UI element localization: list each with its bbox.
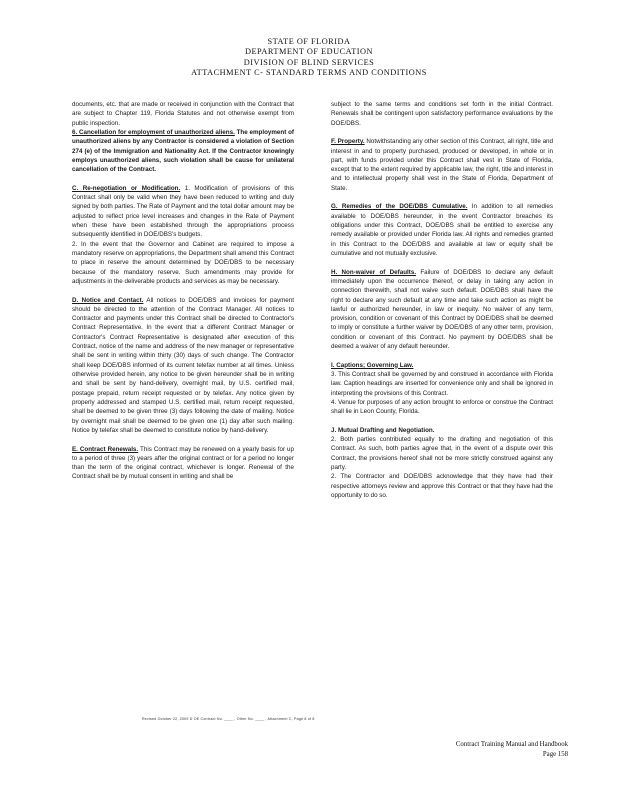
- section-e-heading: E. Contract Renewals.: [72, 445, 139, 453]
- section-e-renewals: [72, 445, 294, 482]
- section-d-notice: [72, 296, 294, 436]
- records-paragraph: documents, etc. that are made or received in conjunction with the Contract that are subject to Chapter 119, Florida Statutes and not otherwise exempt from public inspection.: [72, 101, 294, 127]
- section-6-body: The employment of unauthorized aliens by any Contractor is considered a violation of Section 274 (e) of the Immigration and Nationality Act. If the Contractor knowingly employs unauthorized aliens, such violation shall be cause for unilateral cancellation of the Contract.: [72, 128, 294, 174]
- section-i-heading-text: I. Captions; Governing Law.: [331, 361, 414, 369]
- section-h-nonwaiver: [331, 268, 553, 352]
- section-c-renegotiation: [72, 184, 294, 240]
- section-i-body-1: 3. This Contract shall be governed by and construed in accordance with Florida law. Caption headings are inserted for convenience only and shall be ignored in interpreting the provisions of this Contract.: [331, 371, 553, 397]
- header-department: DEPARTMENT OF EDUCATION: [244, 47, 374, 57]
- section-6-cancellation: [72, 128, 294, 175]
- header-attachment-title: ATTACHMENT C- STANDARD TERMS AND CONDITIONS: [191, 67, 427, 77]
- section-c-heading: C. Re-negotiation or Modification.: [72, 184, 181, 192]
- page-number: Page 158: [542, 751, 568, 758]
- section-j-heading: [331, 426, 553, 435]
- section-g-remedies: [331, 202, 553, 258]
- section-i-heading: [331, 361, 553, 370]
- section-d-body: All notices to DOE/DBS and invoices for payment should be directed to the attention of the Contract Manager. All notices to Contractor and payments under this Contract shall be directed to Contractor's Contract Representative. In the event that a different Contract Manager or Contractor's Contract Representative is designated after execution of this Contract, notice of the name and address of the new manager or representative shall be sent in writing within thirty (30) days of such change. The Contractor shall keep DOE/DBS informed of its current telefax number at all times. Unless otherwise provided herein, any notice to be given hereunder shall be in writing and shall be sent by hand-delivery, overnight mail, by U.S. certified mail, postage prepaid, return receipt requested or by telefax. Any notice given by properly addressed and stamped U.S. certified mail, return receipt requested, shall be deemed to be given three (3) days following the date of mailing. Notice by overnight mail shall be deemed to be given one (1) day after such mailing. Notice by telefax shall be deemed to constitute notice by hand-delivery.: [72, 296, 294, 434]
- section-d-heading: D. Notice and Contact.: [72, 296, 144, 304]
- header-state: STATE OF FLORIDA: [267, 37, 351, 46]
- left-column: [72, 100, 294, 482]
- section-h-body: Failure of DOE/DBS to declare any default immediately upon the occurrence thereof, or delay in taking any action in connection therewith, shall not waive such default. DOE/DBS shall have the right to declare any such default at any time and take such action as might be lawful or authorized hereunder, in law or inequity. No waiver of any term, provision, condition or covenant of this Contract by DOE/DBS shall be deemed to imply or constitute a further waiver by DOE/DBS of any other term, provision, condition or covenant of this Contract. No payment by DOE/DBS shall be deemed a waiver of any default hereunder.: [331, 268, 553, 351]
- section-c-body-2: 2. In the event that the Governor and Cabinet are required to impose a mandatory reserve on appropriations, the Department shall amend this Contract to place in reserve the amount determined by DOE/DBS to be necessary because of the mandatory reserve. Such amendments may provide for adjustments in the deliverable products and services as may be necessary.: [72, 240, 294, 285]
- header-division: DIVISION OF BLIND SERVICES: [243, 57, 375, 67]
- section-j-body-1: 2. Both parties contributed equally to the drafting and negotiation of this Contract. As such, both parties agree that, in the event of a dispute over this Contract, the provisions hereof shall not be more strictly construed against any party.: [331, 436, 553, 472]
- section-j-body-2: 2. The Contractor and DOE/DBS acknowledge that they have had their respective attorneys review and approve this Contract or that they have had the opportunity to do so.: [331, 473, 553, 500]
- section-g-body: In addition to all remedies available to DOE/DBS hereunder, in the event Contractor breaches its obligations under this Contract, DOE/DBS shall be entitled to exercise any remedy available or provided under Florida law. All rights and remedies granted in this Contract to the DOE/DBS and available at law or equity shall be cumulative and not mutually exclusive.: [331, 203, 553, 257]
- section-g-heading: G. Remedies of the DOE/DBS Cumulative.: [331, 203, 468, 211]
- section-c-body-1: 1. Modification of provisions of this Contract shall only be valid when they have been reduced to writing and duly signed by both parties. The Rate of Payment and the total dollar amount may be adjusted to reflect price level increases and changes in the Rate of Payment when these have been established through the appropriations process subsequently identified in DOE/DBS's budgets.: [72, 184, 294, 239]
- renewal-continuation: subject to the same terms and conditions set forth in the initial Contract. Renewals shall be contingent upon satisfactory performance evaluations by the DOE/DBS.: [331, 101, 553, 127]
- section-e-body: This Contract may be renewed on a yearly basis for up to a period of three (3) years after the original contract or for a period no longer than the term of the original contract, whichever is longer. Renewal of the Contract shall be by mutual consent in writing and shall be: [72, 445, 294, 481]
- section-6-heading: 6. Cancellation for employment of unauthorized aliens.: [72, 128, 235, 136]
- right-column: [331, 100, 553, 500]
- section-j-heading-text: J. Mutual Drafting and Negotiation.: [331, 426, 435, 434]
- revision-footer: Revised October 22, 2009 D OE Contract No. ____ , Other No. ____ , Attachment C, Page 8 of 8: [142, 717, 315, 721]
- section-f-body: Notwithstanding any other section of this Contract, all right, title and interest in and to property purchased, produced or developed, in whole or in part, with funds provided under this Contract shall vest in State of Florida, except that to the extent required by applicable law, the right, title and interest in and to intellectual property shall vest in the State of Florida, Department of State.: [331, 138, 554, 192]
- section-f-property: [331, 137, 553, 193]
- page-footer: [0, 740, 568, 760]
- section-i-body-2: 4. Venue for purposes of any action brought to enforce or construe the Contract shall lie in Leon County, Florida.: [331, 398, 553, 416]
- manual-title: Contract Training Manual and Handbook: [455, 741, 568, 748]
- document-header: [0, 37, 618, 78]
- section-h-heading: H. Non-waiver of Defaults.: [331, 268, 417, 276]
- section-f-heading: F. Property.: [331, 138, 365, 146]
